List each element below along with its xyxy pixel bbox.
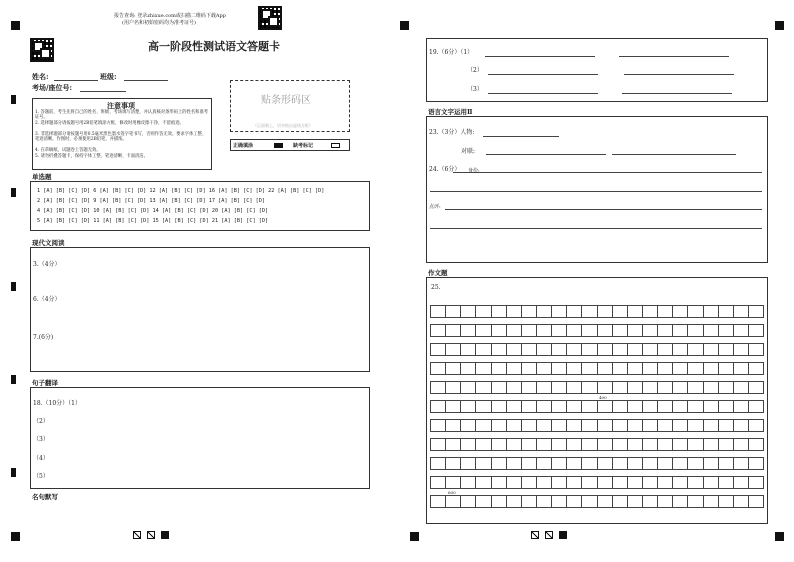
mc-row[interactable]: 2 [A] [B] [C] [D] 9 [A] [B] [C] [D] 13 [A] [B] [C] [D] 17 [A] [B] [C] [D] [37,198,265,204]
name-field[interactable] [54,80,98,81]
section-title-modern: 现代文阅读 [32,239,65,247]
section-title-language: 语言文字运用Ⅱ [428,108,473,116]
q23-label: 23.（3分）人物: [429,129,475,136]
timing-mark [11,468,16,477]
language-answer-box[interactable] [426,116,768,263]
answer-line[interactable] [483,136,559,137]
notice-title: 注意事项 [107,101,135,110]
word-count-marker-400: 400 [599,395,607,400]
word-count-marker-600: 600 [448,490,456,495]
notice-item: 2. 选择题部分请按题号用2B铅笔填涂方框，修改时用橡皮擦干净，不留痕迹。 [35,121,184,126]
corner-mark-bl [11,532,20,541]
question-label: 6.（4分） [33,296,61,303]
q23-couplet-label: 对联: [461,148,476,155]
absent-checkbox[interactable] [331,143,340,148]
answer-line[interactable] [622,93,732,94]
page-mark [559,531,567,539]
qr-code-icon [258,6,282,30]
seat-label: 考场/座位号: [32,83,73,92]
page-mark [133,531,141,539]
timing-mark [11,95,16,104]
page-mark [147,531,155,539]
question-label: （2） [33,418,49,425]
notice-box [32,98,212,170]
q19-label: 19.（6分）（1） [429,49,474,56]
barcode-label: 贴条形码区 [261,95,311,106]
page-mark [531,531,539,539]
answer-line[interactable] [485,56,595,57]
answer-line[interactable] [619,56,729,57]
grid-row[interactable] [430,457,764,470]
grid-row[interactable] [430,324,764,337]
timing-mark [11,375,16,384]
q19-sub-label: （2） [467,67,483,74]
fill-legend [230,139,350,151]
page-mark [161,531,169,539]
filled-square-icon [274,143,283,148]
report-notice-line2: (用户名和初始密码均为准考证号) [122,20,196,26]
grid-row[interactable] [430,476,764,489]
answer-line[interactable] [430,228,762,229]
class-label: 班级: [100,72,117,81]
essay-grid[interactable] [430,305,764,514]
qr-code-icon [30,38,54,62]
page-mark [545,531,553,539]
answer-line[interactable] [612,154,736,155]
question-label: （4） [33,455,49,462]
question-label: 7.(6分) [33,334,54,341]
grid-row[interactable] [430,419,764,432]
translate-answer-box[interactable] [30,387,370,489]
q25-label: 25. [431,284,441,291]
seat-field[interactable] [80,91,126,92]
page-title: 高一阶段性测试语文答题卡 [148,40,280,53]
report-notice-line1: 报告查询: 登录zhixue.com或扫描二维码下载App [114,13,226,19]
corner-mark-br [775,532,784,541]
q19-sub-label: （3） [467,86,483,93]
notice-item: 4. 在草稿纸、试题卷上答题无效。 [35,148,101,153]
answer-line[interactable] [430,191,762,192]
notice-item: 3. 非选择题部分请按题号用0.5毫米黑色墨水签字笔书写，否则作答无效。要求字体工整、笔迹清晰。作图时，必须使用2B铅笔，并描浓。 [35,132,207,143]
barcode-area [230,80,350,132]
notice-item: 1. 答题前，考生先将自己的姓名、班级、考场填写清楚，并认真核对条形码上的姓名和准考证号。 [35,110,209,121]
grid-row[interactable] [430,495,764,508]
section-title-translate: 句子翻译 [32,379,58,387]
notice-item: 5. 请勿折叠答题卡，保持字体工整、笔迹清晰、卡面清洁。 [35,154,148,159]
mc-row[interactable]: 4 [A] [B] [C] [D] 10 [A] [B] [C] [D] 14 [A] [B] [C] [D] 20 [A] [B] [C] [D] [37,208,269,214]
grid-row[interactable] [430,362,764,375]
class-field[interactable] [124,80,168,81]
barcode-sub: （正面朝上，切勿贴出虚线方框） [253,123,313,128]
answer-line[interactable] [488,74,598,75]
answer-line[interactable] [624,74,734,75]
q24-label: 24.（6分） [429,166,461,173]
answer-line[interactable] [445,209,762,210]
corner-mark-tl [11,21,20,30]
question-label: （3） [33,436,49,443]
absent-mark-label: 缺考标记 [293,143,314,149]
grid-row[interactable] [430,400,764,413]
corner-mark-tr [775,21,784,30]
section-title-recite: 名句默写 [32,493,58,501]
section-title-essay: 作文题 [428,269,448,277]
correct-fill-label: 正确填涂 [233,143,254,149]
question-label: 3.（4分） [33,261,61,268]
corner-mark-mid-l [400,21,409,30]
grid-row[interactable] [430,381,764,394]
grid-row[interactable] [430,438,764,451]
q24-comment-label: 点评: [429,204,441,210]
corner-mark-mid-r [410,532,419,541]
answer-line[interactable] [488,93,598,94]
section-title-mc: 单选题 [32,173,52,181]
mc-answer-box [30,181,370,231]
q24-identity-label: 身份: [468,168,480,174]
mc-row[interactable]: 5 [A] [B] [C] [D] 11 [A] [B] [C] [D] 15 [A] [B] [C] [D] 21 [A] [B] [C] [D] [37,218,269,224]
question-label: （5） [33,473,49,480]
answer-line[interactable] [453,172,762,173]
grid-row[interactable] [430,305,764,318]
answer-line[interactable] [486,154,606,155]
mc-row[interactable]: 1 [A] [B] [C] [D] 6 [A] [B] [C] [D] 12 [A] [B] [C] [D] 16 [A] [B] [C] [D] 22 [A] [B] [C] [D] [37,188,325,194]
timing-mark [11,188,16,197]
timing-mark [11,282,16,291]
modern-answer-box[interactable] [30,247,370,372]
name-label: 姓名: [32,72,49,81]
grid-row[interactable] [430,343,764,356]
question-label: 18.（10分）（1） [33,400,81,407]
